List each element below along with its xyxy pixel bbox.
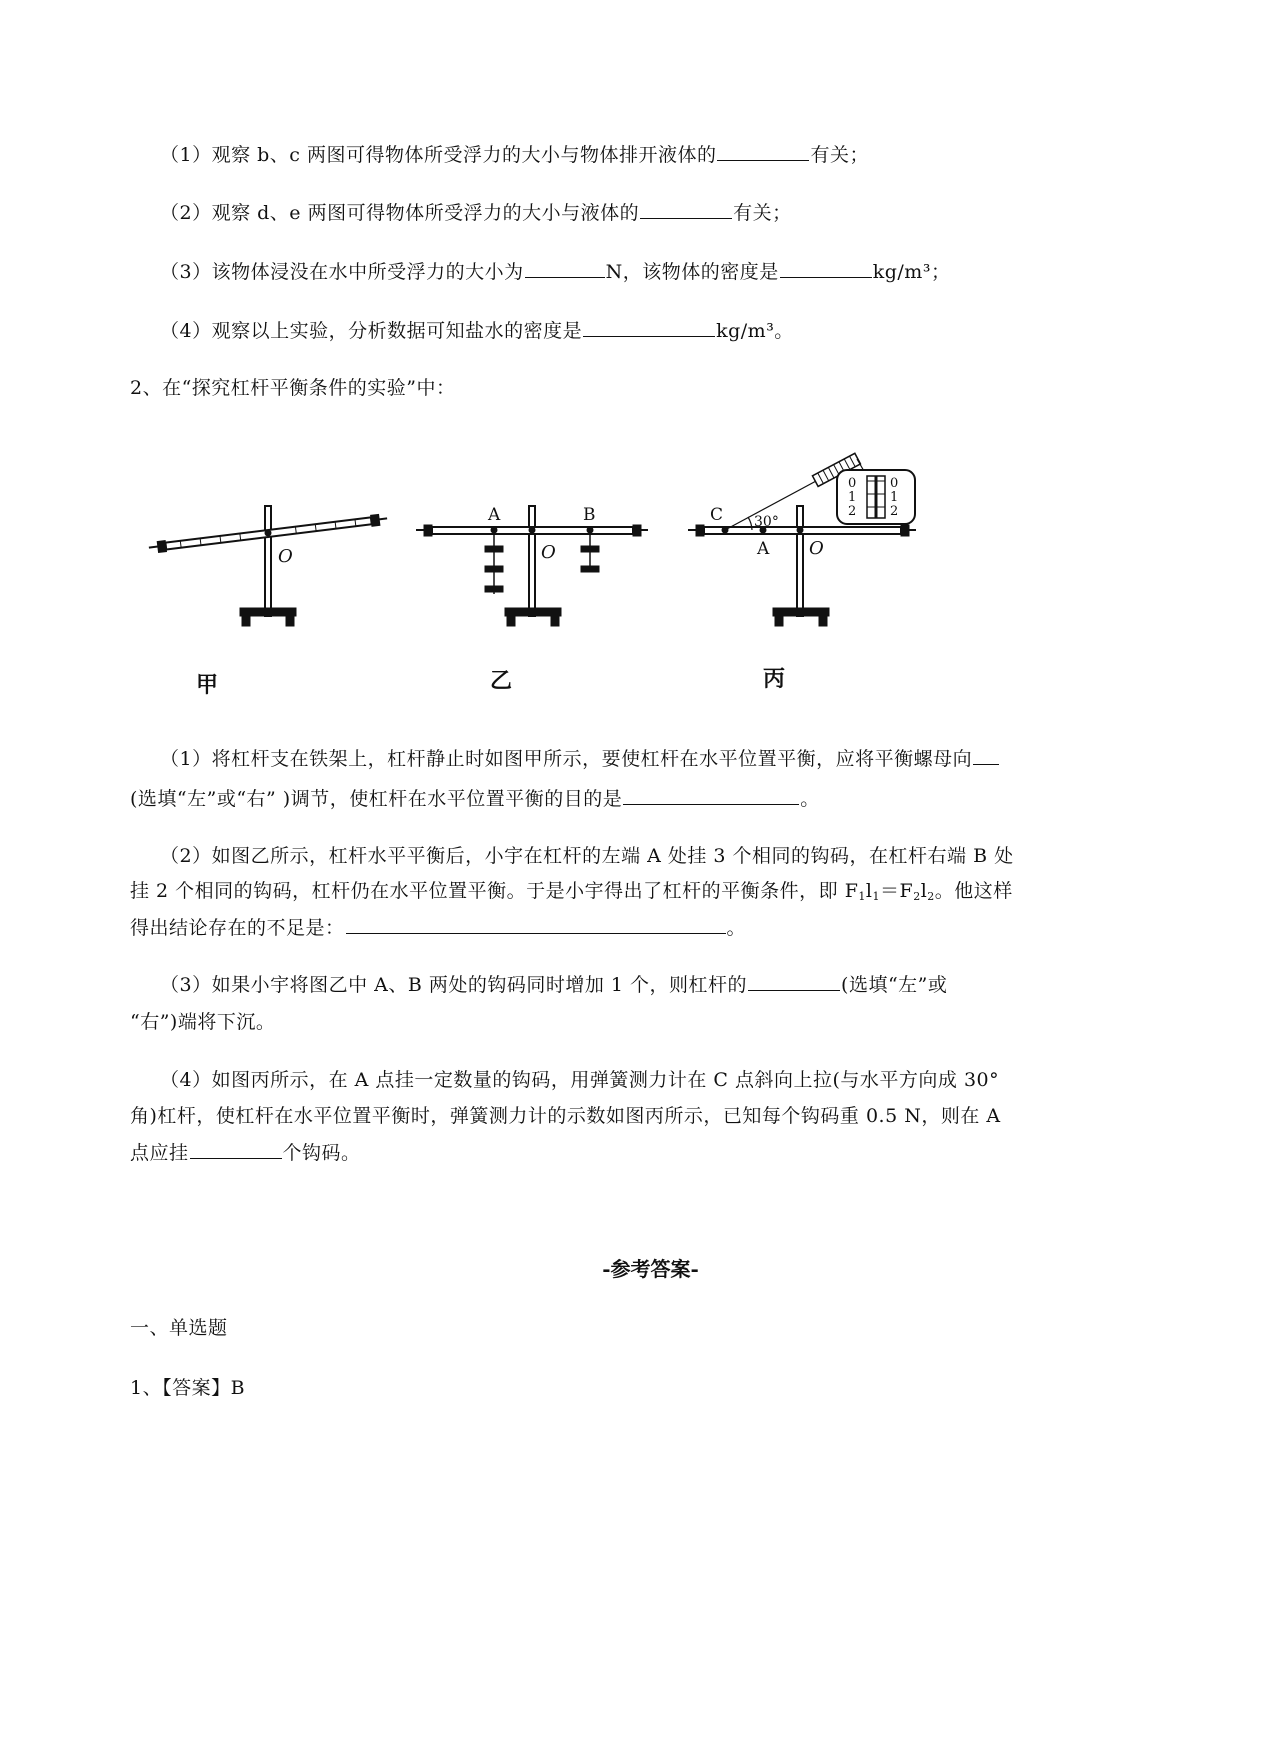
answer-blank[interactable] [748, 970, 840, 991]
p2-q2-text: 挂 2 个相同的钩码，杠杆仍在水平位置平衡。于是小宇得出了杠杆的平衡条件，即 [130, 880, 845, 902]
answer-blank[interactable] [973, 744, 999, 765]
caption-bing: 丙 [763, 667, 786, 692]
scale-mark: 1 [890, 490, 899, 505]
p2-q4-line1: （4）如图丙所示，在 A 点挂一定数量的钩码，用弹簧测力计在 C 点斜向上拉(与水平方向成 30° [160, 1069, 1000, 1091]
p2-q4-text: 点应挂 [130, 1142, 189, 1164]
answers-item-1: 1、【答案】B [130, 1377, 246, 1399]
p2-q1-text: (选填“左”或“右” )调节，使杠杆在水平位置平衡的目的是 [130, 788, 623, 810]
p2-q2-suffix: 。他这样 [934, 880, 1013, 902]
pivot-label: O [809, 538, 824, 559]
p2-q2-suffix: 。 [726, 917, 747, 939]
p1-q2-suffix: 有关； [733, 202, 792, 224]
point-a-label: A [757, 539, 770, 559]
p1-q3 [160, 257, 950, 286]
p1-q3-text: （3）该物体浸没在水中所受浮力的大小为 [160, 261, 524, 283]
figure-jia [148, 506, 388, 626]
figure-yi [416, 505, 648, 626]
pivot-label: O [541, 542, 556, 563]
point-b-label: B [583, 505, 596, 525]
problem2-title: 2、在“探究杠杆平衡条件的实验”中： [130, 377, 456, 399]
scale-mark: 0 [848, 476, 857, 491]
figure-bing [688, 453, 916, 626]
p1-q1-suffix: 有关； [810, 144, 869, 166]
scale-mark: 0 [890, 476, 899, 491]
answer-blank[interactable] [640, 198, 732, 219]
answers-title: -参考答案- [602, 1257, 699, 1281]
p1-q4-suffix: kg/m³。 [716, 320, 794, 342]
p1-q2 [160, 198, 792, 227]
p1-q3-mid: N，该物体的密度是 [605, 261, 779, 283]
p2-q4-suffix: 个钩码。 [282, 1142, 361, 1164]
point-c-label: C [710, 505, 724, 525]
p2-q2-text: 得出结论存在的不足是： [130, 917, 345, 939]
p2-q1-line1 [160, 744, 1000, 773]
p2-q4-line2: 角)杠杆，使杠杆在水平位置平衡时，弹簧测力计的示数如图丙所示，已知每个钩码重 0.5 N，则在 A [130, 1105, 1001, 1127]
p1-q3-suffix: kg/m³； [872, 261, 951, 283]
caption-yi: 乙 [490, 669, 513, 694]
p1-q4-text: （4）观察以上实验，分析数据可知盐水的密度是 [160, 320, 583, 342]
formula: $F_1l_1=F_2l_2$ [844, 880, 935, 903]
p2-q2-line3 [130, 913, 746, 942]
p2-q3-suffix: (选填“左”或 [841, 974, 948, 996]
p1-q1 [160, 140, 869, 169]
scale-mark: 2 [848, 504, 857, 519]
p2-q4-line3 [130, 1138, 361, 1167]
p1-q1-text: （1）观察 b、c 两图可得物体所受浮力的大小与物体排开液体的 [160, 144, 717, 166]
answer-blank[interactable] [780, 257, 872, 278]
answer-blank[interactable] [190, 1138, 282, 1159]
angle-label: 30° [754, 514, 779, 530]
answer-blank[interactable] [525, 257, 605, 278]
p2-q1-line2 [130, 784, 820, 813]
p2-q3-text: （3）如果小宇将图乙中 A、B 两处的钩码同时增加 1 个，则杠杆的 [160, 974, 748, 996]
p2-q3-line1 [160, 970, 947, 999]
pivot-label: O [278, 546, 293, 567]
p2-q3-line2: “右”)端将下沉。 [130, 1011, 276, 1033]
answer-blank[interactable] [583, 316, 715, 337]
answer-blank[interactable] [623, 784, 799, 805]
caption-jia: 甲 [196, 673, 219, 698]
p2-q1-text: （1）将杠杆支在铁架上，杠杆静止时如图甲所示，要使杠杆在水平位置平衡，应将平衡螺母向 [160, 748, 973, 770]
p1-q2-text: （2）观察 d、e 两图可得物体所受浮力的大小与液体的 [160, 202, 640, 224]
scale-mark: 2 [890, 504, 899, 519]
p2-q1-suffix: 。 [800, 788, 820, 810]
answer-blank[interactable] [717, 140, 809, 161]
answer-blank[interactable] [346, 913, 726, 934]
p2-q2-line1: （2）如图乙所示，杠杆水平平衡后，小宇在杠杆的左端 A 处挂 3 个相同的钩码，在杠杆右端 B 处 [160, 845, 1014, 867]
scale-mark: 1 [848, 490, 857, 505]
answers-section: 一、单选题 [130, 1317, 228, 1339]
point-a-label: A [488, 505, 501, 525]
p1-q4 [160, 316, 794, 345]
p2-q2-line2 [130, 877, 1013, 911]
